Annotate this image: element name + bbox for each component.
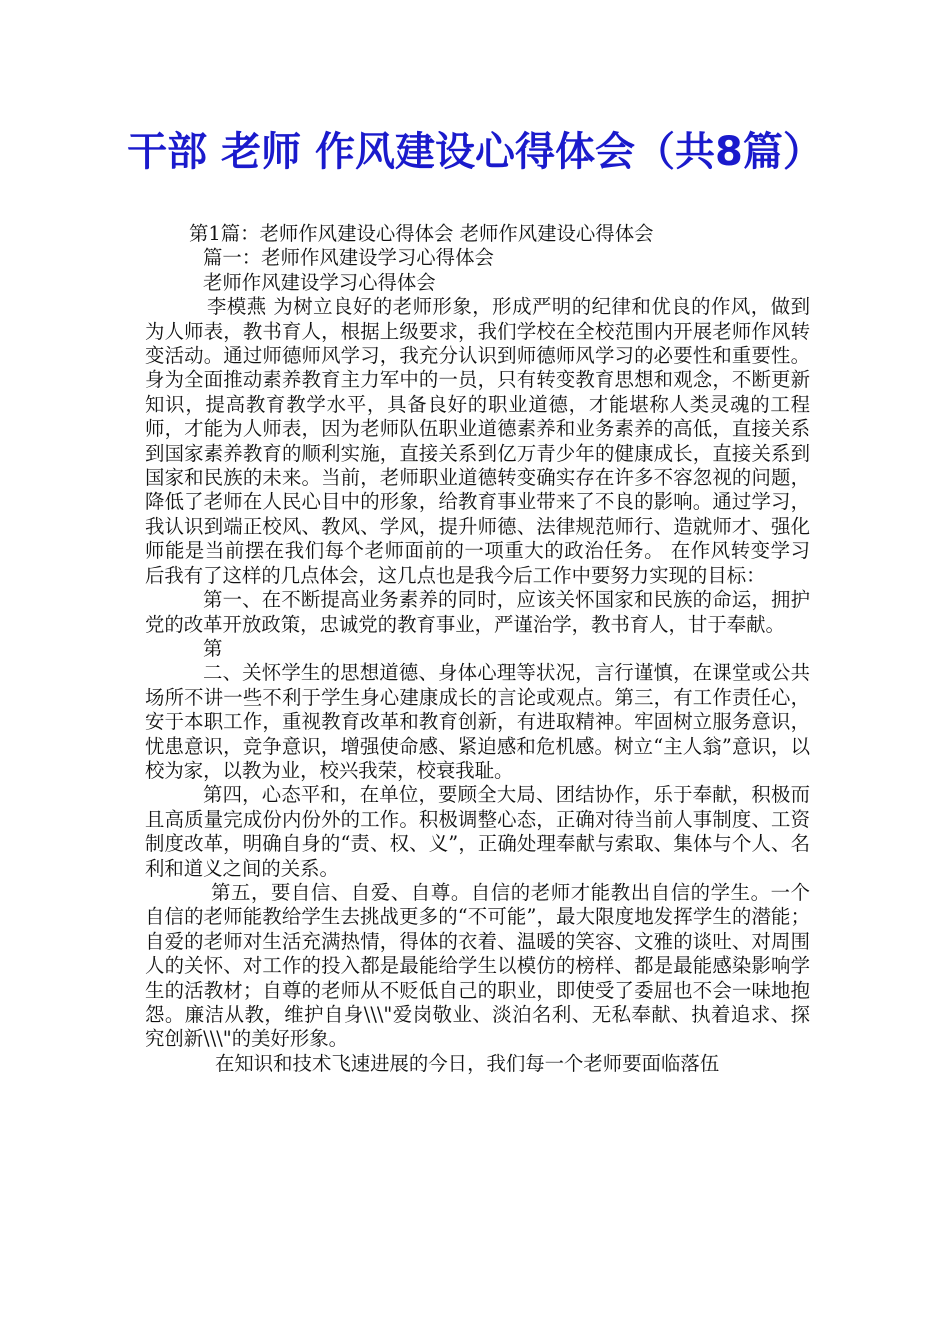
body-paragraph: 在知识和技术飞速进展的今日，我们每一个老师要面临落伍 — [215, 1051, 720, 1075]
section-heading: 篇一：老师作风建设学习心得体会 — [203, 246, 494, 270]
document-title: 干部 老师 作风建设心得体会（共8篇） — [127, 129, 823, 175]
body-paragraph: 第四，心态平和，在单位，要顾全大局、团结协作，乐于奉献，积极而且高质量完成份内份外的工作。积极调整心态，正确对待当前人事制度、工资制度改革，明确自身的“责、权、义”，正确处理奉献与索取、集体与个人、名利和道义之间的关系。 — [145, 783, 810, 880]
document-body — [145, 222, 810, 1076]
body-paragraph: 李模燕 为树立良好的老师形象，形成严明的纪律和优良的作风，做到为人师表，教书育人，根据上级要求，我们学校在全校范围内开展老师作风转变活动。通过师德师风学习，我充分认识到师德师风学习的必要性和重要性。身为全面推动素养教育主力军中的一员，只有转变教育思想和观念，不断更新知识，提高教育教学水平，具备良好的职业道德，才能堪称人类灵魂的工程师，才能为人师表，因为老师队伍职业道德素养和业务素养的高低，直接关系到国家素养教育的顺利实施，直接关系到亿万青少年的健康成长，直接关系到国家和民族的未来。当前，老师职业道德转变确实存在许多不容忽视的问题，降低了老师在人民心目中的形象，给教育事业带来了不良的影响。通过学习，我认识到端正校风、教风、学风，提升师德、法律规范师行、造就师才、强化师能是当前摆在我们每个老师面前的一项重大的政治任务。 在作风转变学习后我有了这样的几点体会，这几点也是我今后工作中要努力实现的目标： — [145, 295, 810, 587]
body-paragraph: 第一、在不断提高业务素养的同时，应该关怀国家和民族的命运，拥护党的改革开放政策，忠诚党的教育事业，严谨治学，教书育人，甘于奉献。 — [145, 588, 810, 636]
body-paragraph: 第 — [203, 636, 223, 660]
body-paragraph: 第五，要自信、自爱、自尊。自信的老师才能教出自信的学生。一个自信的老师能教给学生去挑战更多的“不可能”，最大限度地发挥学生的潜能；自爱的老师对生活充满热情，得体的衣着、温暖的笑容、文雅的谈吐、对周围人的关怀、对工作的投入都是最能给学生以模仿的榜样、都是最能感染影响学生的活教材；自尊的老师从不贬低自己的职业，即使受了委屈也不会一味地抱怨。廉洁从教，维护自身\\\"爱岗敬业、淡泊名利、无私奉献、执着追求、探究创新\\\"的美好形象。 — [145, 880, 810, 1051]
subsection-heading: 老师作风建设学习心得体会 — [203, 270, 436, 294]
body-paragraph: 二、关怀学生的思想道德、身体心理等状况，言行谨慎，在课堂或公共场所不讲一些不利于学生身心建康成长的言论或观点。第三，有工作责任心，安于本职工作，重视教育改革和教育创新，有进取精神。牢固树立服务意识，忧患意识，竞争意识，增强使命感、紧迫感和危机感。树立“主人翁”意识，以校为家，以教为业，校兴我荣，校衰我耻。 — [145, 661, 810, 782]
chapter-heading: 第1篇：老师作风建设心得体会 老师作风建设心得体会 — [189, 222, 654, 245]
